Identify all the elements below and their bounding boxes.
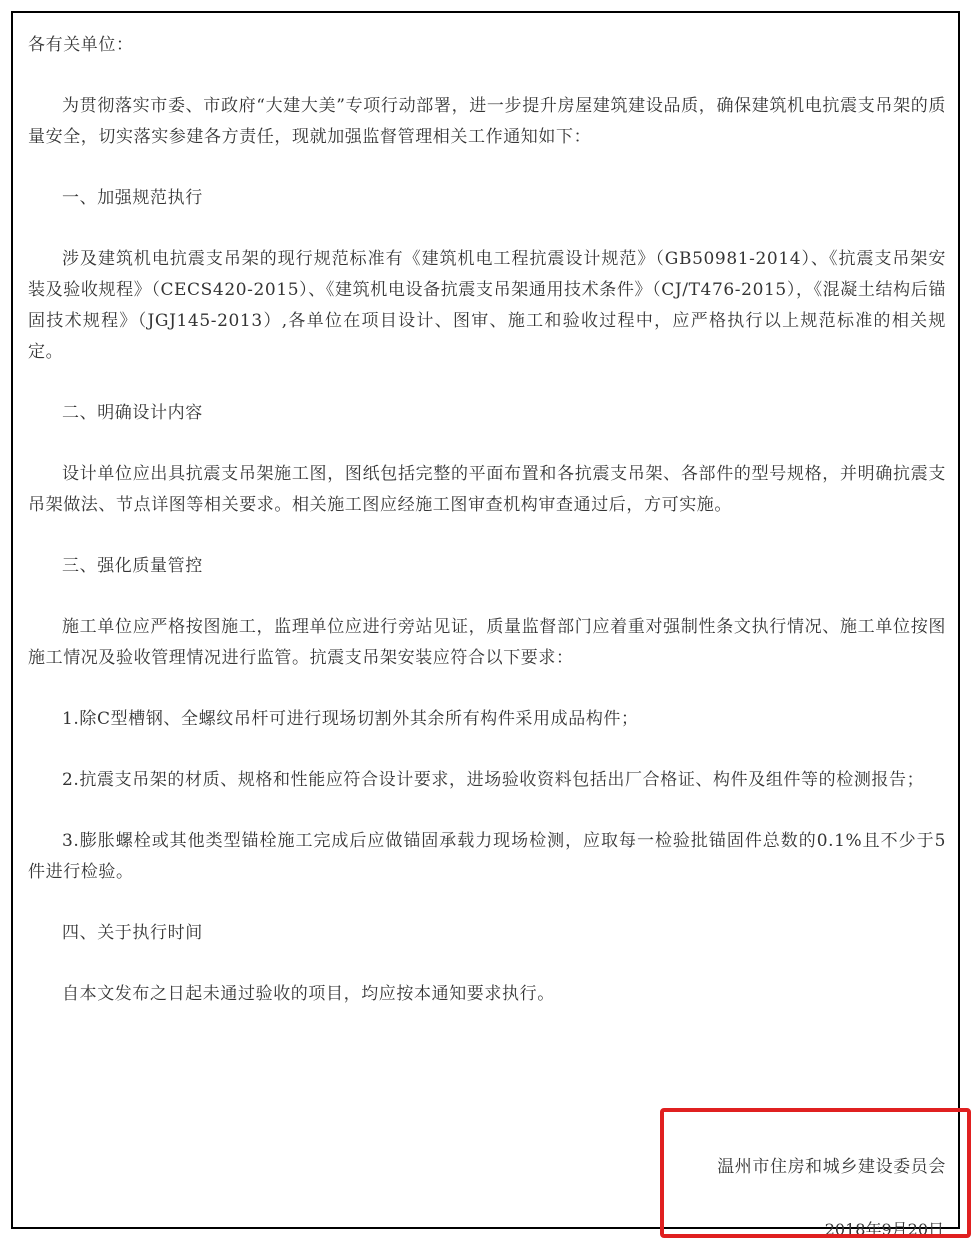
section-body-1: 涉及建筑机电抗震支吊架的现行规范标准有《建筑机电工程抗震设计规范》（GB50981-2014）、《抗震支吊架安装及验收规程》（CECS420-2015）、《建筑机电设备抗震支吊架通用技术条件》（CJ/T476-2015），《混凝土结构后锚固技术规程》（JGJ145-2013）,各单位在项目设计、图审、施工和验收过程中，应严格执行以上规范标准的相关规定。	[28, 249, 946, 362]
section-heading-3: 三、强化质量管控	[62, 556, 203, 576]
issue-date: 2018年9月20日	[824, 1220, 944, 1239]
section-heading-4: 四、关于执行时间	[62, 923, 203, 943]
salutation: 各有关单位：	[28, 35, 134, 55]
issuer-signature: 温州市住房和城乡建设委员会	[717, 1157, 946, 1177]
section-heading-1: 一、加强规范执行	[62, 188, 203, 208]
intro-paragraph: 为贯彻落实市委、市政府“大建大美”专项行动部署，进一步提升房屋建筑建设品质，确保建筑机电抗震支吊架的质量安全，切实落实参建各方责任，现就加强监督管理相关工作通知如下：	[28, 96, 946, 147]
highlight-annotation-box	[660, 1108, 971, 1238]
section-body-4: 自本文发布之日起未通过验收的项目，均应按本通知要求执行。	[62, 984, 555, 1004]
section-body-3: 施工单位应严格按图施工，监理单位应进行旁站见证，质量监督部门应着重对强制性条文执行情况、施工单位按图施工情况及验收管理情况进行监管。抗震支吊架安装应符合以下要求：	[28, 617, 946, 668]
document-body	[28, 30, 946, 1010]
section-heading-2: 二、明确设计内容	[62, 403, 203, 423]
list-item: 3.膨胀螺栓或其他类型锚栓施工完成后应做锚固承载力现场检测，应取每一检验批锚固件总数的0.1%且不少于5件进行检验。	[28, 831, 946, 882]
list-item: 2.抗震支吊架的材质、规格和性能应符合设计要求，进场验收资料包括出厂合格证、构件及组件等的检测报告；	[62, 770, 925, 790]
list-item: 1.除C型槽钢、全螺纹吊杆可进行现场切割外其余所有构件采用成品构件；	[62, 709, 639, 729]
section-body-2: 设计单位应出具抗震支吊架施工图，图纸包括完整的平面布置和各抗震支吊架、各部件的型号规格，并明确抗震支吊架做法、节点详图等相关要求。相关施工图应经施工图审查机构审查通过后，方可实施。	[28, 464, 946, 515]
